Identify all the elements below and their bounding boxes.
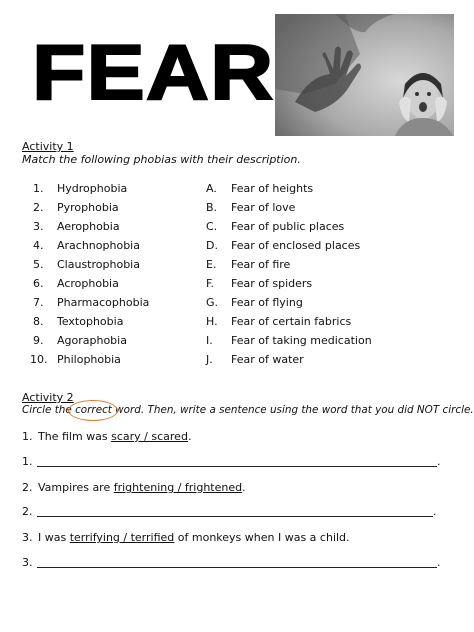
phobia-name: Philophobia bbox=[57, 353, 121, 366]
description-text: Fear of heights bbox=[231, 182, 314, 195]
question-text: The film was scary / scared. bbox=[38, 430, 192, 443]
activity2-instruction: Circle the correct word. Then, write a sentence using the word that you did NOT circle. bbox=[22, 404, 474, 416]
activity1-instruction: Match the following phobias with their description. bbox=[22, 153, 301, 166]
activity1-heading: Activity 1 bbox=[22, 140, 74, 153]
answer-number: 3. bbox=[22, 556, 33, 569]
phobia-number: 1. bbox=[33, 182, 44, 195]
phobia-number: 10. bbox=[30, 353, 48, 366]
description-letter: B. bbox=[206, 201, 218, 214]
answer-line[interactable] bbox=[37, 466, 437, 467]
description-letter: J. bbox=[206, 353, 213, 366]
question-number: 3. bbox=[22, 531, 33, 544]
description-text: Fear of certain fabrics bbox=[231, 315, 352, 328]
phobia-number: 7. bbox=[33, 296, 44, 309]
correct-circle-mark bbox=[68, 400, 118, 421]
question-number: 1. bbox=[22, 430, 33, 443]
phobia-number: 2. bbox=[33, 201, 44, 214]
phobia-number: 6. bbox=[33, 277, 44, 290]
phobia-number: 4. bbox=[33, 239, 44, 252]
phobia-name: Arachnophobia bbox=[57, 239, 140, 252]
answer-period: . bbox=[437, 556, 441, 569]
phobia-name: Hydrophobia bbox=[57, 182, 128, 195]
word-choice[interactable]: scary / scared bbox=[111, 430, 188, 443]
fear-photo bbox=[275, 14, 454, 136]
description-letter: F. bbox=[206, 277, 215, 290]
question-number: 2. bbox=[22, 481, 33, 494]
worksheet-title: FEAR bbox=[32, 28, 275, 116]
phobia-name: Claustrophobia bbox=[57, 258, 140, 271]
description-letter: E. bbox=[206, 258, 217, 271]
phobia-number: 3. bbox=[33, 220, 44, 233]
phobia-name: Acrophobia bbox=[57, 277, 119, 290]
question-text: I was terrifying / terrified of monkeys when I was a child. bbox=[38, 531, 350, 544]
description-letter: A. bbox=[206, 182, 217, 195]
description-letter: D. bbox=[206, 239, 218, 252]
phobia-name: Pharmacophobia bbox=[57, 296, 150, 309]
answer-line[interactable] bbox=[37, 516, 433, 517]
description-letter: C. bbox=[206, 220, 218, 233]
activity2-heading: Activity 2 bbox=[22, 391, 74, 404]
description-letter: I. bbox=[206, 334, 213, 347]
description-text: Fear of fire bbox=[231, 258, 291, 271]
word-choice[interactable]: frightening / frightened bbox=[113, 481, 243, 494]
answer-period: . bbox=[437, 455, 441, 468]
description-letter: G. bbox=[206, 296, 219, 309]
description-text: Fear of water bbox=[231, 353, 304, 366]
question-text: Vampires are frightening / frightened. bbox=[38, 481, 246, 494]
description-letter: H. bbox=[206, 315, 218, 328]
phobia-name: Pyrophobia bbox=[57, 201, 119, 214]
phobia-number: 8. bbox=[33, 315, 44, 328]
answer-line[interactable] bbox=[37, 567, 437, 568]
answer-period: . bbox=[433, 505, 437, 518]
phobia-number: 5. bbox=[33, 258, 44, 271]
description-text: Fear of enclosed places bbox=[231, 239, 361, 252]
phobia-number: 9. bbox=[33, 334, 44, 347]
phobia-name: Agoraphobia bbox=[57, 334, 127, 347]
answer-number: 2. bbox=[22, 505, 33, 518]
description-text: Fear of taking medication bbox=[231, 334, 372, 347]
description-text: Fear of spiders bbox=[231, 277, 313, 290]
description-text: Fear of flying bbox=[231, 296, 303, 309]
word-choice[interactable]: terrifying / terrified bbox=[69, 531, 175, 544]
phobia-name: Aerophobia bbox=[57, 220, 120, 233]
description-text: Fear of love bbox=[231, 201, 296, 214]
description-text: Fear of public places bbox=[231, 220, 345, 233]
phobia-name: Textophobia bbox=[57, 315, 124, 328]
answer-number: 1. bbox=[22, 455, 33, 468]
